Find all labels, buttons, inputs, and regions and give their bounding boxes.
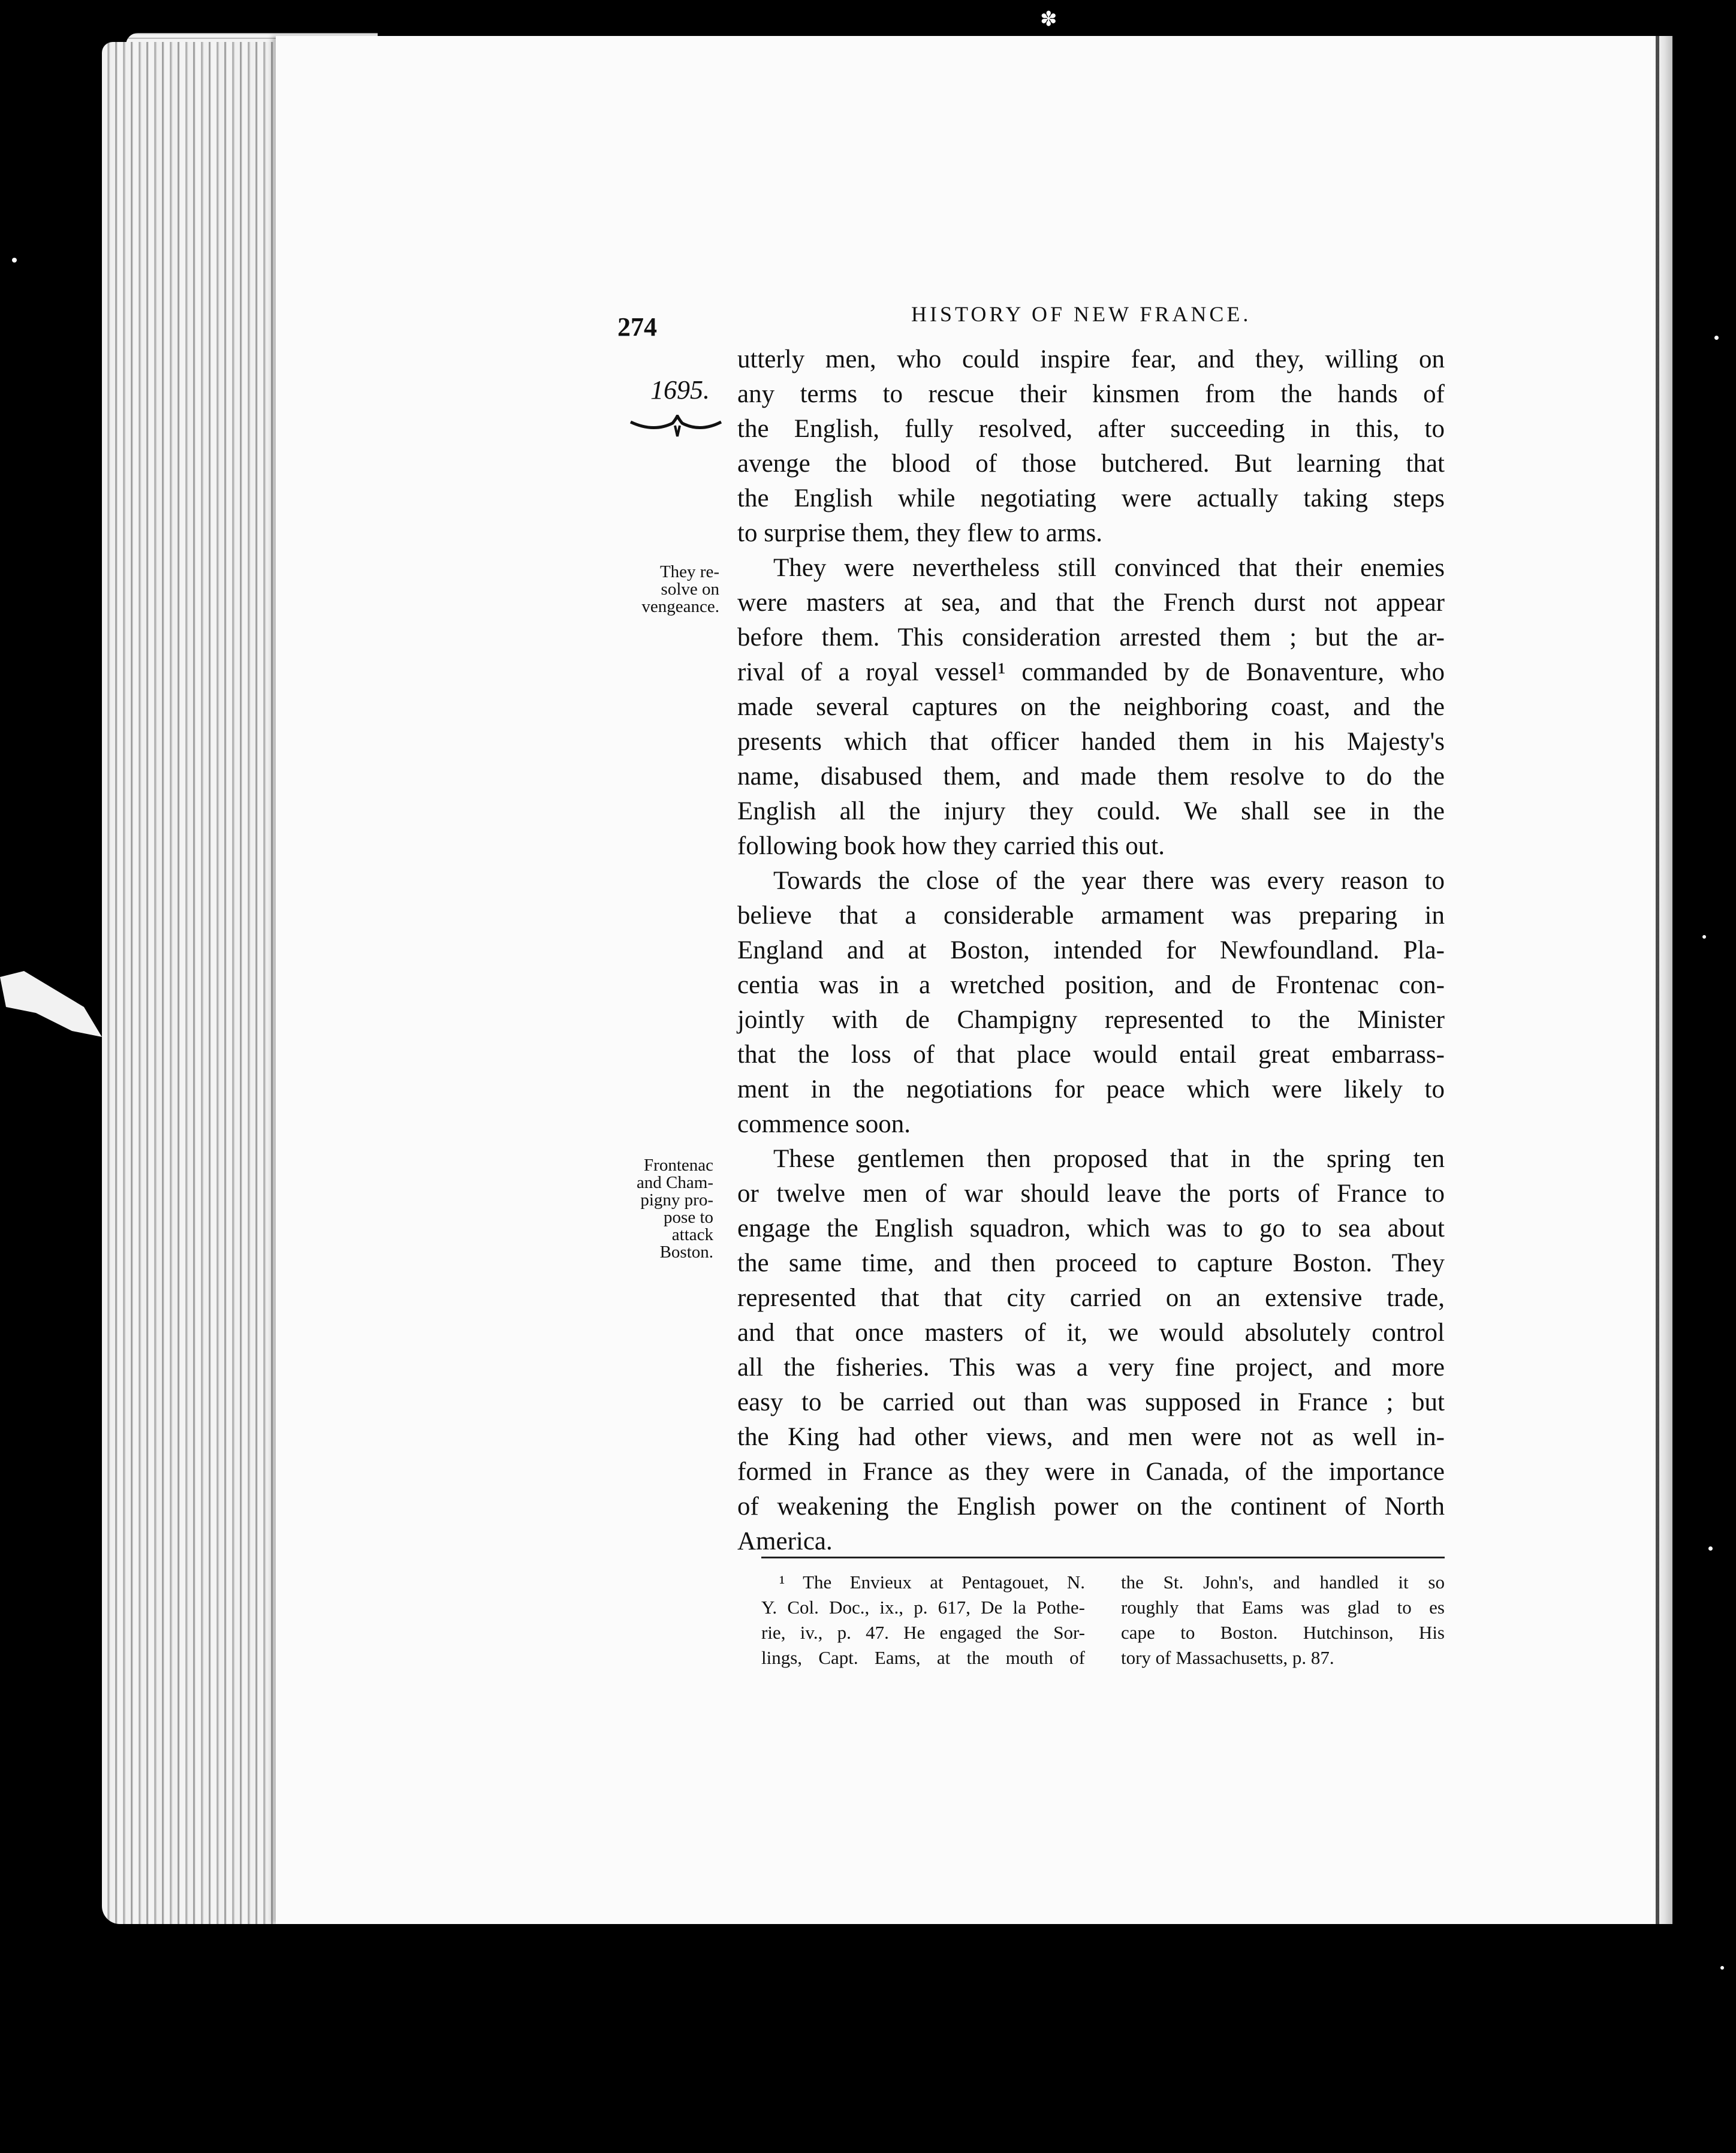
body-line: rival of a royal vessel¹ commanded by de Bonaventure, who (737, 658, 1445, 686)
body-line: centia was in a wretched position, and de Frontenac con- (737, 971, 1445, 999)
body-line: any terms to rescue their kinsmen from the hands of (737, 380, 1445, 408)
body-line: Towards the close of the year there was every reason to (773, 867, 1445, 895)
page-edges-stack (102, 42, 282, 1924)
footnote-line: cape to Boston. Hutchinson, His (1121, 1622, 1445, 1643)
dust-speck (1714, 336, 1719, 340)
body-line: commence soon. (737, 1110, 911, 1138)
running-head: HISTORY OF NEW FRANCE. (911, 302, 1252, 326)
dust-speck (1702, 935, 1706, 939)
page-number: 274 (617, 312, 657, 342)
body-line: following book how they carried this out. (737, 832, 1165, 860)
body-line: were masters at sea, and that the French durst not appear (737, 589, 1445, 617)
body-line: represented that that city carried on an extensive trade, (737, 1284, 1445, 1312)
body-line: America. (737, 1527, 833, 1555)
body-line: utterly men, who could inspire fear, and they, willing on (737, 345, 1445, 373)
footnote-rule (761, 1557, 1445, 1558)
body-line: presents which that officer handed them in his Majesty's (737, 728, 1445, 756)
body-line: jointly with de Champigny represented to the Minister (737, 1006, 1445, 1034)
body-line: avenge the blood of those butchered. But learning that (737, 450, 1445, 478)
body-line: before them. This consideration arrested them ; but the ar- (737, 623, 1445, 652)
body-line: England and at Boston, intended for Newfoundland. Pla- (737, 936, 1445, 964)
body-line: the same time, and then proceed to capture Boston. They (737, 1249, 1445, 1277)
dust-speck (1708, 1546, 1713, 1551)
body-line: all the fisheries. This was a very fine project, and more (737, 1353, 1445, 1382)
page-right-fold (1651, 36, 1672, 1924)
body-line: They were nevertheless still convinced that their enemies (773, 554, 1445, 582)
footnote-line: tory of Massachusetts, p. 87. (1121, 1647, 1334, 1668)
body-line: and that once masters of it, we would absolutely control (737, 1319, 1445, 1347)
body-line: the English, fully resolved, after succeeding in this, to (737, 415, 1445, 443)
body-line: believe that a considerable armament was preparing in (737, 901, 1445, 930)
footnote-line: the St. John's, and handled it so (1121, 1572, 1445, 1593)
footnote-line: Y. Col. Doc., ix., p. 617, De la Pothe- (761, 1597, 1085, 1618)
brace-ornament (629, 415, 722, 439)
dust-speck (1720, 1966, 1724, 1970)
body-line: the King had other views, and men were not as well in- (737, 1423, 1445, 1451)
footnote-line: roughly that Eams was glad to es (1121, 1597, 1445, 1618)
body-line: the English while negotiating were actually taking steps (737, 484, 1445, 512)
body-line: engage the English squadron, which was to go to sea about (737, 1214, 1445, 1243)
body-line: that the loss of that place would entail great embarrass- (737, 1041, 1445, 1069)
footnote-line: ¹ The Envieux at Pentagouet, N. (779, 1572, 1085, 1593)
body-line: made several captures on the neighboring coast, and the (737, 693, 1445, 721)
body-line: ment in the negotiations for peace which were likely to (737, 1075, 1445, 1103)
body-line: or twelve men of war should leave the ports of France to (737, 1180, 1445, 1208)
body-line: formed in France as they were in Canada, of the importance (737, 1458, 1445, 1486)
body-line: These gentlemen then proposed that in the spring ten (773, 1145, 1445, 1173)
torn-paper-fragment (0, 971, 102, 1043)
scan-mark: ✽ (1040, 8, 1057, 31)
margin-note-vengeance: They re- solve on vengeance. (641, 562, 719, 616)
margin-note-attack-boston: Frontenac and Cham- pigny pro- pose to attack Boston. (636, 1156, 713, 1262)
footnote-line: rie, iv., p. 47. He engaged the Sor- (761, 1622, 1085, 1643)
year-margin: 1695. (650, 375, 710, 405)
body-line: easy to be carried out than was supposed in France ; but (737, 1388, 1445, 1416)
footnote-line: lings, Capt. Eams, at the mouth of (761, 1647, 1085, 1668)
body-line: English all the injury they could. We shall see in the (737, 797, 1445, 825)
body-line: to surprise them, they flew to arms. (737, 519, 1103, 547)
page-gutter-line (1656, 36, 1659, 1924)
body-line: name, disabused them, and made them resolve to do the (737, 762, 1445, 791)
dust-speck (12, 258, 17, 263)
body-line: of weakening the English power on the continent of North (737, 1492, 1445, 1521)
